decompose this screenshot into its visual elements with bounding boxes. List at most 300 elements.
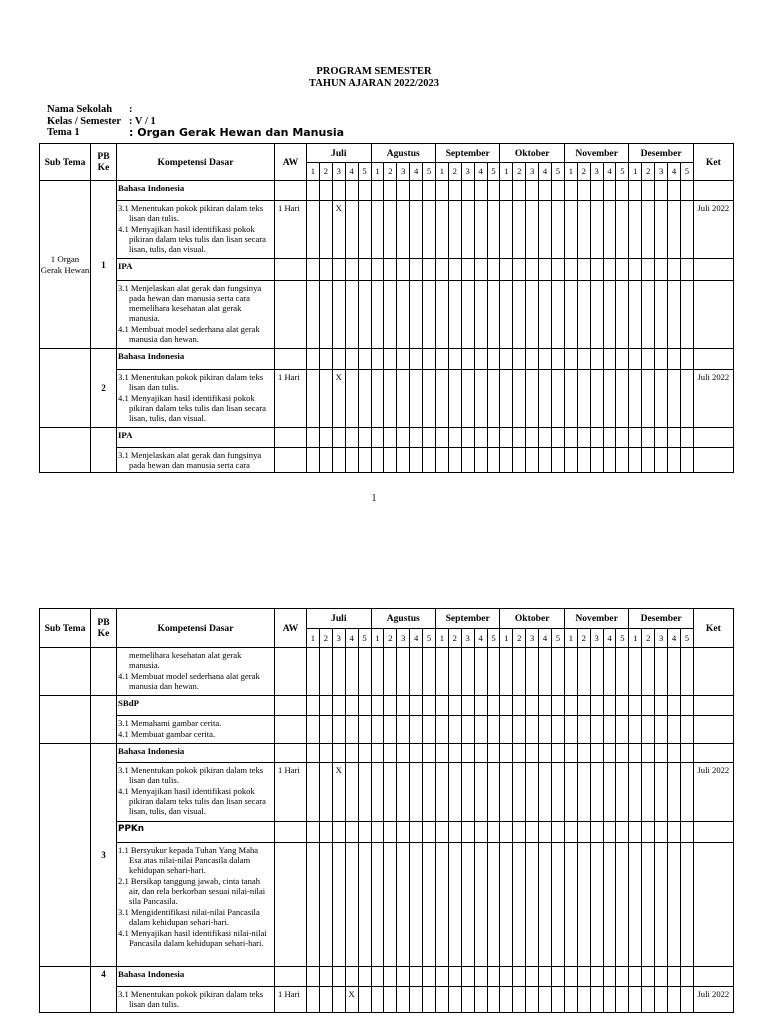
- week-slot: [307, 822, 320, 843]
- week-slot: [513, 349, 526, 370]
- week-slot: [577, 744, 590, 763]
- week-slot: [642, 967, 655, 987]
- week-slot: [448, 201, 461, 259]
- week-slot: [590, 349, 603, 370]
- week-slot: [410, 648, 423, 696]
- week-slot: [358, 648, 371, 696]
- kd-row: [40, 716, 734, 744]
- week-slot: [474, 843, 487, 967]
- week-slot: [616, 843, 629, 967]
- week-slot: [513, 987, 526, 1013]
- week-slot: [564, 822, 577, 843]
- week-slot: [435, 648, 448, 696]
- week-slot: [655, 822, 668, 843]
- week-slot: [319, 967, 332, 987]
- week-slot: [423, 696, 436, 716]
- col-kd: Kompetensi Dasar: [117, 144, 275, 181]
- week-slot: [680, 696, 693, 716]
- week-slot: [487, 448, 500, 473]
- week-slot: [410, 281, 423, 349]
- week-slot: [616, 370, 629, 428]
- week-slot: [680, 370, 693, 428]
- week-mark: X: [332, 201, 345, 259]
- ket-cell: [693, 448, 733, 473]
- week-slot: [551, 987, 564, 1013]
- week-slot: [603, 967, 616, 987]
- week-slot: [384, 716, 397, 744]
- week-slot: [487, 716, 500, 744]
- week-slot: [513, 648, 526, 696]
- week-slot: [616, 648, 629, 696]
- week-slot: [435, 370, 448, 428]
- week-slot: [551, 370, 564, 428]
- subject-row: [40, 428, 734, 448]
- week-slot: [397, 716, 410, 744]
- week-slot: [500, 281, 513, 349]
- week-slot: [616, 281, 629, 349]
- subject-label: Bahasa Indonesia: [117, 181, 275, 201]
- week-slot: [616, 696, 629, 716]
- week-slot: [551, 201, 564, 259]
- week-cell: 4: [345, 629, 358, 648]
- week-slot: [668, 648, 681, 696]
- week-slot: [603, 181, 616, 201]
- week-slot: [655, 448, 668, 473]
- week-slot: [539, 843, 552, 967]
- week-slot: [500, 201, 513, 259]
- week-cell: 4: [668, 163, 681, 181]
- week-cell: 1: [307, 163, 320, 181]
- week-cell: 3: [590, 629, 603, 648]
- pb-cell: 4: [91, 967, 117, 1013]
- week-slot: [668, 716, 681, 744]
- week-slot: [307, 843, 320, 967]
- week-slot: [345, 181, 358, 201]
- week-slot: [629, 259, 642, 281]
- pb-cell: 3: [91, 744, 117, 967]
- week-slot: [435, 716, 448, 744]
- week-slot: [590, 259, 603, 281]
- week-cell: 2: [577, 629, 590, 648]
- doc-info: [47, 104, 344, 139]
- subject-label: Bahasa Indonesia: [117, 744, 275, 763]
- week-slot: [384, 181, 397, 201]
- week-slot: [668, 967, 681, 987]
- ket-cell: [693, 648, 733, 696]
- week-slot: [655, 281, 668, 349]
- ket-cell: [693, 181, 733, 201]
- week-slot: [603, 281, 616, 349]
- week-slot: [435, 428, 448, 448]
- week-slot: [345, 696, 358, 716]
- week-slot: [358, 696, 371, 716]
- week-cell: 5: [616, 163, 629, 181]
- week-cell: 3: [461, 163, 474, 181]
- week-slot: [590, 281, 603, 349]
- week-slot: [500, 349, 513, 370]
- week-slot: [680, 744, 693, 763]
- week-slot: [319, 428, 332, 448]
- week-slot: [629, 716, 642, 744]
- week-cell: 4: [603, 629, 616, 648]
- week-slot: [345, 822, 358, 843]
- week-slot: [371, 696, 384, 716]
- ket-cell: [693, 967, 733, 987]
- week-cell: 4: [345, 163, 358, 181]
- week-slot: [539, 259, 552, 281]
- week-slot: [590, 763, 603, 822]
- week-slot: [358, 201, 371, 259]
- week-slot: [680, 259, 693, 281]
- week-slot: [655, 696, 668, 716]
- week-slot: [668, 259, 681, 281]
- week-cell: 3: [332, 163, 345, 181]
- program-semester-table-page1: [39, 143, 734, 473]
- week-slot: [384, 822, 397, 843]
- week-slot: [384, 201, 397, 259]
- week-slot: [655, 201, 668, 259]
- theme-value: : Organ Gerak Hewan dan Manusia: [129, 126, 345, 139]
- week-cell: 1: [435, 629, 448, 648]
- week-slot: [616, 201, 629, 259]
- col-month: Agustus: [371, 144, 435, 163]
- week-slot: [384, 428, 397, 448]
- subject-row: [40, 259, 734, 281]
- week-slot: [577, 648, 590, 696]
- week-slot: [448, 281, 461, 349]
- week-slot: [384, 696, 397, 716]
- week-slot: [358, 987, 371, 1013]
- week-slot: [319, 716, 332, 744]
- col-month: Agustus: [371, 609, 435, 629]
- week-cell: 1: [629, 163, 642, 181]
- week-slot: [629, 763, 642, 822]
- week-slot: [564, 744, 577, 763]
- week-slot: [358, 281, 371, 349]
- week-cell: 2: [319, 163, 332, 181]
- week-slot: [358, 259, 371, 281]
- week-slot: [423, 648, 436, 696]
- week-slot: [655, 349, 668, 370]
- week-slot: [551, 428, 564, 448]
- week-slot: [397, 281, 410, 349]
- week-slot: [668, 448, 681, 473]
- week-slot: [358, 843, 371, 967]
- week-slot: [410, 349, 423, 370]
- week-slot: [423, 259, 436, 281]
- pb-cell: 2: [91, 349, 117, 428]
- week-slot: [513, 763, 526, 822]
- week-slot: [513, 744, 526, 763]
- col-month: September: [435, 144, 499, 163]
- week-slot: [603, 428, 616, 448]
- week-slot: [603, 822, 616, 843]
- week-slot: [384, 349, 397, 370]
- week-slot: [461, 181, 474, 201]
- week-slot: [384, 370, 397, 428]
- ket-cell: Juli 2022: [693, 370, 733, 428]
- week-cell: 5: [487, 629, 500, 648]
- week-cell: 5: [358, 629, 371, 648]
- week-slot: [603, 370, 616, 428]
- week-cell: 5: [616, 629, 629, 648]
- week-slot: [513, 428, 526, 448]
- week-slot: [474, 822, 487, 843]
- col-aw: AW: [275, 609, 307, 648]
- week-slot: [642, 201, 655, 259]
- week-slot: [668, 181, 681, 201]
- week-slot: [642, 843, 655, 967]
- week-slot: [577, 843, 590, 967]
- week-slot: [526, 448, 539, 473]
- week-slot: [319, 843, 332, 967]
- week-slot: [513, 843, 526, 967]
- week-slot: [435, 987, 448, 1013]
- week-slot: [680, 987, 693, 1013]
- week-slot: [577, 428, 590, 448]
- week-slot: [358, 822, 371, 843]
- week-cell: 3: [655, 629, 668, 648]
- week-slot: [474, 428, 487, 448]
- week-slot: [680, 448, 693, 473]
- subject-row: [40, 744, 734, 763]
- week-slot: [448, 696, 461, 716]
- week-slot: [384, 967, 397, 987]
- week-slot: [410, 370, 423, 428]
- school-value: :: [129, 104, 133, 115]
- week-slot: [590, 822, 603, 843]
- week-slot: [423, 744, 436, 763]
- week-slot: [629, 967, 642, 987]
- week-slot: [629, 428, 642, 448]
- theme-label: Tema 1: [47, 127, 80, 138]
- week-slot: [410, 181, 423, 201]
- week-slot: [564, 201, 577, 259]
- week-cell: 4: [410, 629, 423, 648]
- week-slot: [487, 744, 500, 763]
- week-slot: [500, 763, 513, 822]
- kd-cell: 3.1 Menentukan pokok pikiran dalam teks lisan dan tulis. 4.1 Menyajikan hasil identifikasi pokok pikiran dalam teks tulis dan lisan secara lisan, tulis, dan visual.: [117, 370, 275, 428]
- col-month: Desember: [629, 144, 693, 163]
- week-slot: [345, 281, 358, 349]
- week-slot: [371, 448, 384, 473]
- week-mark: X: [332, 370, 345, 428]
- week-slot: [655, 648, 668, 696]
- col-aw: AW: [275, 144, 307, 181]
- subject-row: [40, 822, 734, 843]
- week-cell: 4: [603, 163, 616, 181]
- aw-cell: 1 Hari: [275, 370, 307, 428]
- week-slot: [616, 967, 629, 987]
- week-mark: X: [345, 987, 358, 1013]
- week-slot: [629, 281, 642, 349]
- ket-cell: [693, 259, 733, 281]
- week-slot: [642, 763, 655, 822]
- week-slot: [668, 281, 681, 349]
- week-slot: [461, 428, 474, 448]
- week-slot: [616, 744, 629, 763]
- week-slot: [539, 181, 552, 201]
- week-cell: 1: [500, 629, 513, 648]
- week-slot: [307, 967, 320, 987]
- week-cell: 4: [539, 163, 552, 181]
- week-cell: 2: [642, 629, 655, 648]
- week-slot: [655, 259, 668, 281]
- doc-subtitle: TAHUN AJARAN 2022/2023: [309, 78, 439, 89]
- week-cell: 5: [423, 163, 436, 181]
- ket-cell: Juli 2022: [693, 763, 733, 822]
- subject-label: IPA: [117, 428, 275, 448]
- week-slot: [551, 716, 564, 744]
- week-cell: 3: [526, 629, 539, 648]
- week-slot: [526, 716, 539, 744]
- week-slot: [435, 181, 448, 201]
- col-month: September: [435, 609, 499, 629]
- week-slot: [435, 201, 448, 259]
- week-slot: [551, 281, 564, 349]
- col-month: Desember: [629, 609, 693, 629]
- week-slot: [332, 181, 345, 201]
- week-slot: [539, 763, 552, 822]
- week-slot: [332, 349, 345, 370]
- subject-row: [40, 967, 734, 987]
- week-slot: [629, 744, 642, 763]
- week-slot: [539, 428, 552, 448]
- week-slot: [397, 448, 410, 473]
- week-slot: [642, 370, 655, 428]
- week-slot: [435, 744, 448, 763]
- week-slot: [629, 370, 642, 428]
- week-slot: [513, 181, 526, 201]
- week-slot: [487, 428, 500, 448]
- col-month: November: [564, 609, 628, 629]
- week-slot: [551, 349, 564, 370]
- week-slot: [642, 648, 655, 696]
- school-label: Nama Sekolah: [47, 104, 113, 115]
- week-slot: [307, 281, 320, 349]
- week-slot: [435, 281, 448, 349]
- ket-cell: [693, 843, 733, 967]
- week-slot: [423, 428, 436, 448]
- week-slot: [332, 716, 345, 744]
- week-slot: [371, 428, 384, 448]
- week-slot: [590, 987, 603, 1013]
- week-slot: [358, 448, 371, 473]
- week-slot: [332, 987, 345, 1013]
- week-slot: [526, 763, 539, 822]
- week-slot: [448, 822, 461, 843]
- week-cell: 2: [384, 629, 397, 648]
- week-slot: [603, 763, 616, 822]
- week-slot: [461, 259, 474, 281]
- week-slot: [590, 843, 603, 967]
- week-slot: [590, 696, 603, 716]
- week-slot: [371, 349, 384, 370]
- week-slot: [461, 716, 474, 744]
- week-slot: [513, 716, 526, 744]
- week-slot: [577, 281, 590, 349]
- week-slot: [358, 349, 371, 370]
- week-slot: [397, 259, 410, 281]
- week-slot: [564, 281, 577, 349]
- week-slot: [332, 259, 345, 281]
- kd-row: [40, 201, 734, 259]
- week-slot: [410, 822, 423, 843]
- week-slot: [539, 967, 552, 987]
- doc-title: PROGRAM SEMESTER: [316, 66, 432, 77]
- week-cell: 2: [384, 163, 397, 181]
- ket-cell: [693, 696, 733, 716]
- week-slot: [616, 448, 629, 473]
- week-slot: [358, 744, 371, 763]
- week-slot: [461, 281, 474, 349]
- week-slot: [500, 370, 513, 428]
- subject-label: Bahasa Indonesia: [117, 349, 275, 370]
- week-slot: [590, 428, 603, 448]
- week-slot: [577, 967, 590, 987]
- week-slot: [577, 181, 590, 201]
- week-slot: [397, 181, 410, 201]
- week-slot: [448, 428, 461, 448]
- week-slot: [345, 716, 358, 744]
- week-slot: [539, 648, 552, 696]
- week-slot: [551, 696, 564, 716]
- aw-cell: 1 Hari: [275, 201, 307, 259]
- week-slot: [564, 181, 577, 201]
- week-cell: 2: [577, 163, 590, 181]
- week-slot: [500, 181, 513, 201]
- week-slot: [551, 181, 564, 201]
- week-slot: [410, 744, 423, 763]
- week-slot: [564, 648, 577, 696]
- week-slot: [513, 370, 526, 428]
- col-ket: Ket: [693, 144, 733, 181]
- week-slot: [410, 201, 423, 259]
- week-slot: [539, 696, 552, 716]
- week-slot: [655, 428, 668, 448]
- week-slot: [410, 428, 423, 448]
- week-slot: [319, 259, 332, 281]
- week-slot: [551, 259, 564, 281]
- week-slot: [500, 744, 513, 763]
- week-slot: [461, 201, 474, 259]
- week-slot: [551, 448, 564, 473]
- week-slot: [448, 763, 461, 822]
- week-slot: [358, 763, 371, 822]
- week-slot: [487, 967, 500, 987]
- ket-cell: [693, 716, 733, 744]
- aw-cell: 1 Hari: [275, 763, 307, 822]
- week-slot: [448, 370, 461, 428]
- week-slot: [384, 987, 397, 1013]
- week-cell: 1: [371, 629, 384, 648]
- week-slot: [448, 967, 461, 987]
- week-slot: [371, 370, 384, 428]
- week-slot: [474, 448, 487, 473]
- week-slot: [307, 696, 320, 716]
- week-slot: [487, 987, 500, 1013]
- week-slot: [307, 181, 320, 201]
- week-slot: [410, 259, 423, 281]
- week-slot: [500, 428, 513, 448]
- week-slot: [397, 822, 410, 843]
- week-slot: [423, 201, 436, 259]
- subject-label: PPKn: [117, 822, 275, 843]
- week-slot: [319, 987, 332, 1013]
- week-slot: [526, 181, 539, 201]
- week-slot: [487, 370, 500, 428]
- week-slot: [629, 843, 642, 967]
